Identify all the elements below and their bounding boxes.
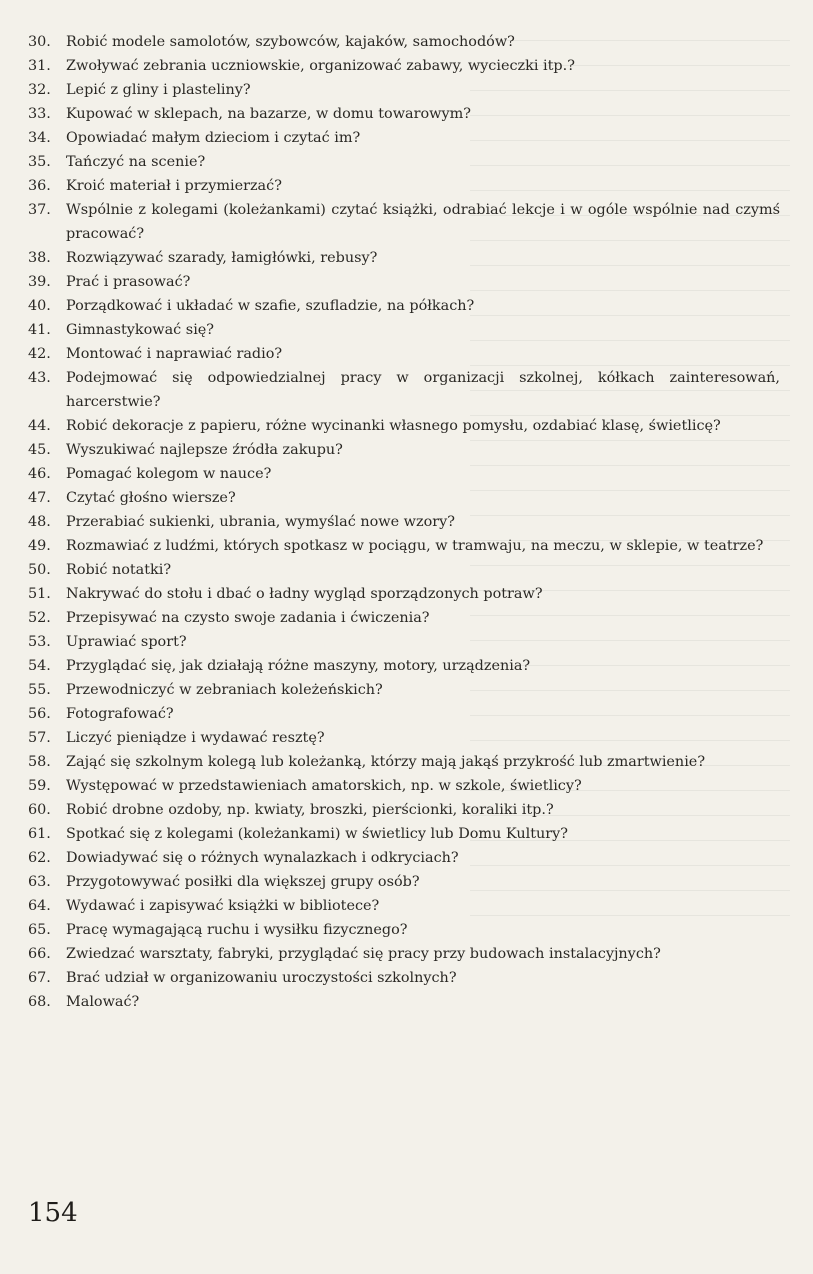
question-item [28,822,780,846]
question-text: Montować i naprawiać radio? [66,346,283,362]
question-number: 50. [28,562,51,578]
question-item [28,870,780,894]
question-item [28,294,780,318]
question-text: Podejmować się odpowiedzialnej pracy w organizacji szkolnej, kółkach zainteresowań, harcerstwie? [66,370,780,410]
question-text: Uprawiać sport? [66,634,187,650]
question-item [28,942,780,966]
question-text: Prać i prasować? [66,274,191,290]
question-text: Zająć się szkolnym kolegą lub koleżanką, którzy mają jakąś przykrość lub zmartwienie? [66,754,706,770]
question-item [28,990,780,1014]
question-item [28,798,780,822]
question-item [28,414,780,438]
question-number: 64. [28,898,51,914]
question-item [28,174,780,198]
question-text: Przewodniczyć w zebraniach koleżeńskich? [66,682,383,698]
question-text: Malować? [66,994,140,1010]
question-item [28,534,780,558]
question-text: Wyszukiwać najlepsze źródła zakupu? [66,442,343,458]
question-item [28,750,780,774]
question-item [28,318,780,342]
question-number: 61. [28,826,51,842]
question-item [28,270,780,294]
question-text: Wydawać i zapisywać książki w bibliotece? [66,898,380,914]
question-item [28,630,780,654]
question-item [28,486,780,510]
question-number: 65. [28,922,51,938]
question-item [28,126,780,150]
question-text: Dowiadywać się o różnych wynalazkach i odkryciach? [66,850,459,866]
question-number: 62. [28,850,51,866]
question-item [28,846,780,870]
question-number: 67. [28,970,51,986]
question-number: 32. [28,82,51,98]
question-number: 33. [28,106,51,122]
question-text: Liczyć pieniądze i wydawać resztę? [66,730,325,746]
question-number: 55. [28,682,51,698]
question-text: Przyglądać się, jak działają różne maszyny, motory, urządzenia? [66,658,531,674]
question-item [28,366,780,414]
question-text: Przerabiać sukienki, ubrania, wymyślać nowe wzory? [66,514,455,530]
question-number: 34. [28,130,51,146]
question-item [28,150,780,174]
question-number: 52. [28,610,51,626]
question-number: 56. [28,706,51,722]
question-item [28,558,780,582]
question-text: Robić modele samolotów, szybowców, kajaków, samochodów? [66,34,515,50]
question-number: 60. [28,802,51,818]
question-number: 44. [28,418,51,434]
question-number: 68. [28,994,51,1010]
question-item [28,54,780,78]
question-number: 41. [28,322,51,338]
question-item [28,342,780,366]
question-number: 31. [28,58,51,74]
question-text: Porządkować i układać w szafie, szufladzie, na półkach? [66,298,475,314]
question-number: 58. [28,754,51,770]
question-number: 35. [28,154,51,170]
question-text: Robić dekoracje z papieru, różne wycinanki własnego pomysłu, ozdabiać klasę, świetlicę? [66,418,721,434]
question-text: Zwoływać zebrania uczniowskie, organizować zabawy, wycieczki itp.? [66,58,575,74]
question-number: 54. [28,658,51,674]
question-text: Spotkać się z kolegami (koleżankami) w świetlicy lub Domu Kultury? [66,826,568,842]
question-item [28,918,780,942]
question-number: 37. [28,202,51,218]
question-number: 57. [28,730,51,746]
question-item [28,198,780,246]
question-number: 49. [28,538,51,554]
question-text: Robić notatki? [66,562,172,578]
question-number: 46. [28,466,51,482]
question-item [28,678,780,702]
question-list [28,30,780,1014]
question-text: Czytać głośno wiersze? [66,490,236,506]
question-number: 40. [28,298,51,314]
question-text: Występować w przedstawieniach amatorskich, np. w szkole, świetlicy? [66,778,582,794]
question-number: 63. [28,874,51,890]
question-number: 51. [28,586,51,602]
question-text: Wspólnie z kolegami (koleżankami) czytać książki, odrabiać lekcje i w ogóle wspólnie nad czymś pracować? [66,202,780,242]
question-number: 53. [28,634,51,650]
page-number: 154 [28,1198,78,1228]
question-text: Lepić z gliny i plasteliny? [66,82,251,98]
question-number: 47. [28,490,51,506]
question-item [28,894,780,918]
question-item [28,30,780,54]
question-text: Zwiedzać warsztaty, fabryki, przyglądać się pracy przy budowach instalacyjnych? [66,946,661,962]
question-text: Rozwiązywać szarady, łamigłówki, rebusy? [66,250,378,266]
question-item [28,702,780,726]
question-item [28,438,780,462]
question-number: 43. [28,370,51,386]
question-item [28,726,780,750]
question-number: 59. [28,778,51,794]
question-item [28,510,780,534]
question-text: Kupować w sklepach, na bazarze, w domu towarowym? [66,106,471,122]
question-item [28,102,780,126]
question-text: Kroić materiał i przymierzać? [66,178,282,194]
question-number: 30. [28,34,51,50]
question-text: Robić drobne ozdoby, np. kwiaty, broszki, pierścionki, koraliki itp.? [66,802,554,818]
question-text: Brać udział w organizowaniu uroczystości szkolnych? [66,970,457,986]
question-text: Tańczyć na scenie? [66,154,206,170]
question-item [28,582,780,606]
question-text: Nakrywać do stołu i dbać o ładny wygląd sporządzonych potraw? [66,586,543,602]
question-item [28,462,780,486]
question-text: Przepisywać na czysto swoje zadania i ćwiczenia? [66,610,430,626]
question-number: 42. [28,346,51,362]
question-item [28,774,780,798]
question-number: 39. [28,274,51,290]
question-text: Przygotowywać posiłki dla większej grupy osób? [66,874,420,890]
question-item [28,654,780,678]
question-text: Pomagać kolegom w nauce? [66,466,272,482]
question-text: Fotografować? [66,706,174,722]
question-text: Rozmawiać z ludźmi, których spotkasz w pociągu, w tramwaju, na meczu, w sklepie, w teatrze? [66,538,764,554]
question-number: 45. [28,442,51,458]
question-text: Opowiadać małym dzieciom i czytać im? [66,130,361,146]
question-number: 48. [28,514,51,530]
question-number: 66. [28,946,51,962]
question-text: Gimnastykować się? [66,322,215,338]
question-item [28,246,780,270]
question-item [28,78,780,102]
question-text: Pracę wymagającą ruchu i wysiłku fizycznego? [66,922,408,938]
question-item [28,606,780,630]
question-number: 38. [28,250,51,266]
question-item [28,966,780,990]
question-number: 36. [28,178,51,194]
